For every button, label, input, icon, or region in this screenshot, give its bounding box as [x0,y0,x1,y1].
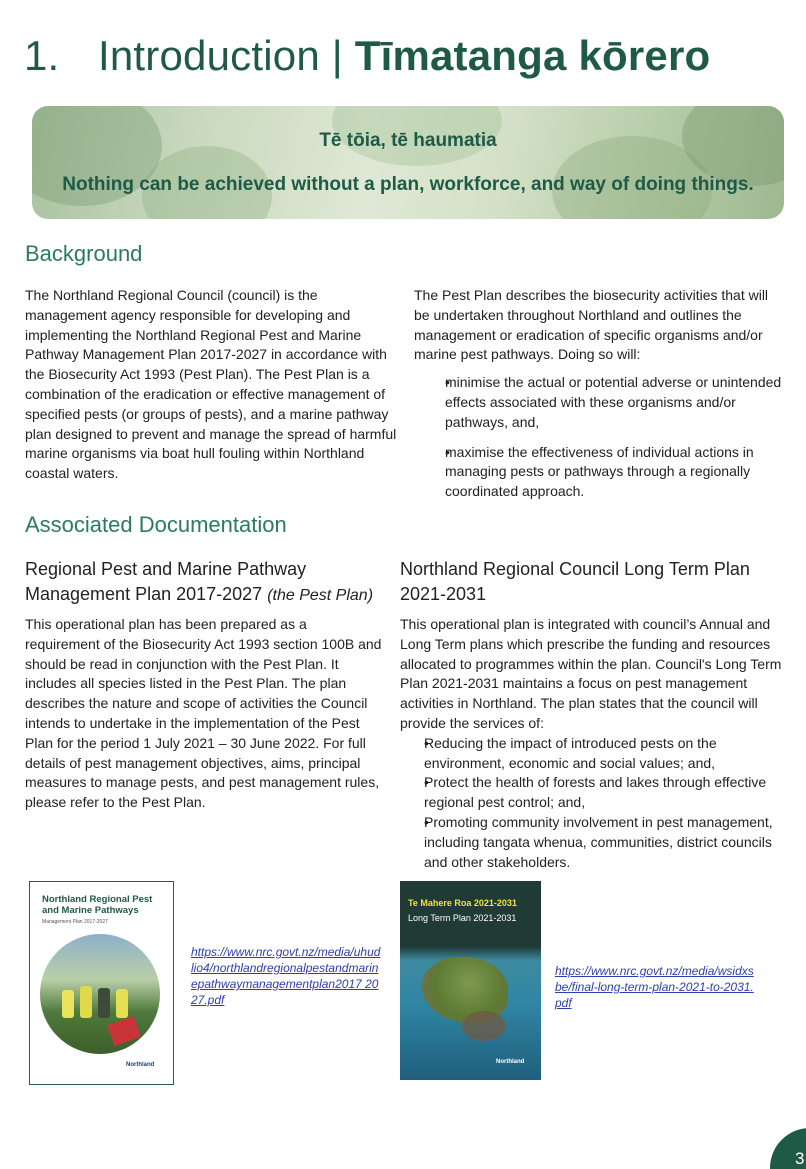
background-heading: Background [25,241,143,266]
quote-english: Nothing can be achieved without a plan, workforce, and way of doing things. [62,174,754,195]
ltp-link[interactable]: https://www.nrc.govt.nz/media/wsidxsbe/final-long-term-plan-2021-to-2031.pdf [555,964,754,1010]
ltp-cover-rocks [462,1011,506,1041]
background-bullet: • maximise the effectiveness of individual actions in managing pests or pathways through a regionally coordinated approach. [414,443,786,502]
title-english: Introduction | [98,32,343,79]
quote-maori: Tē tōia, tē haumatia [319,130,497,151]
ltp-cover-title: Te Mahere Roa 2021-2031 [408,898,517,908]
ltp-bullet: • Protect the health of forests and lakes through effective regional pest control; and, [400,773,782,813]
pest-plan-cover-logo: Northland [126,1062,155,1068]
pest-plan-cover-image [29,881,174,1085]
title-maori: Tīmatanga kōrero [354,32,711,79]
ltp-cover-logo: Northland [496,1059,525,1065]
pest-plan-heading: Regional Pest and Marine Pathway Management Plan 2017-2027 (the Pest Plan) [25,559,374,604]
pest-plan-cover-photo [40,934,160,1054]
cover-figure [98,988,110,1018]
cover-figure [62,990,74,1018]
pest-plan-body: This operational plan has been prepared as a requirement of the Biosecurity Act 1993 section 100B and should be read in conjunction with the Pest Plan. It includes all species listed in the Pest Plan. The plan describes the nature and scope of activities the Council intends to undertake in the implementation of the Pest Plan for the period 1 July 2021 – 30 June 2022. For full details of pest management objectives, aims, principal measures to manage pests, and pest management rules, please refer to the Pest Plan. [25,616,382,811]
associated-heading: Associated Documentation [25,512,287,537]
page-title [24,32,710,80]
pest-plan-link[interactable]: https://www.nrc.govt.nz/media/uhudlio4/northlandregionalpestandmarinepathwaymanagementplan2017 2027.pdf [191,945,381,1007]
cover-red-boat [107,1016,141,1046]
ltp-heading: Northland Regional Council Long Term Plan 2021-2031 [400,559,750,604]
page-number-badge [770,1128,806,1169]
pest-plan-heading-suffix: (the Pest Plan) [267,587,374,604]
ltp-bullet: • Reducing the impact of introduced pests on the environment, economic and social values; and, [400,734,782,774]
cover-figure [80,986,92,1018]
section-number: 1. [24,32,60,79]
background-right-intro: The Pest Plan describes the biosecurity activities that will be undertaken throughout Northland and outlines the management or eradication of specific organisms and/or marine pest pathways. Doing so will: [414,287,769,363]
ltp-intro: This operational plan is integrated with council’s Annual and Long Term plans which prescribe the funding and resources allocated to programmes within the plan. Council's Long Term Plan 2021-2031 maintains a focus on pest management activities in Northland. The plan states that the council will provide the services of: [400,616,782,731]
cover-figure [116,989,128,1018]
ltp-bullet: • Promoting community involvement in pest management, including tangata whenua, communities, district councils and other stakeholders. [400,813,782,872]
background-left-paragraph: The Northland Regional Council (council) is the management agency responsible for developing and implementing the Northland Regional Pest and Marine Pathway Management Plan 2017-2027 in accordance with the Biosecurity Act 1993 (Pest Plan). The Pest Plan is a combination of the eradication or effective management of specified pests (or groups of pests), and a marine pathway plan designed to prevent and manage the spread of harmful marine organisms via boat hull fouling within Northland coastal waters. [25,287,397,482]
background-bullets [414,373,786,502]
background-bullet: • minimise the actual or potential adverse or unintended effects associated with these organisms and/or pathways, and, [414,373,786,432]
ltp-cover-subtitle: Long Term Plan 2021-2031 [408,913,517,923]
page-number: 3 [795,1149,805,1168]
background-right-column [414,286,786,502]
pest-plan-cover-subtitle: Management Plan 2017-2027 [42,919,108,925]
ltp-cover-image [400,881,541,1080]
ltp-bullets [400,734,782,873]
quote-banner [32,106,784,219]
ltp-column [400,615,782,872]
pest-plan-cover-title: Northland Regional Pest and Marine Pathways [42,894,153,916]
